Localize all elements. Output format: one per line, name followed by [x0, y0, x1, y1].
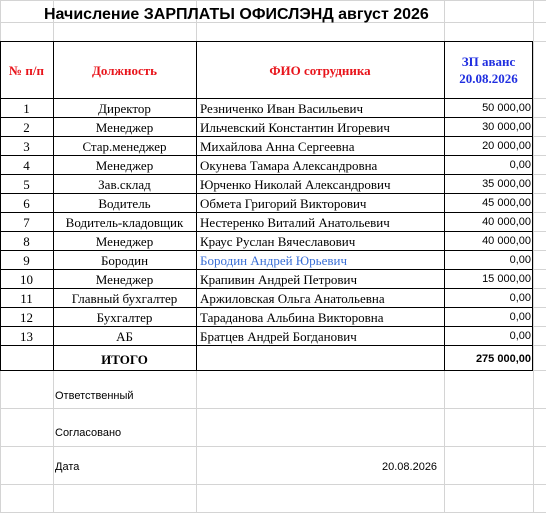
row-number: 5	[23, 177, 30, 192]
row-position: Зав.склад	[98, 177, 151, 192]
row-amount: 45 000,00	[482, 197, 531, 209]
table-row	[0, 194, 546, 213]
row-amount: 30 000,00	[482, 121, 531, 133]
row-fio: Юрченко Николай Александрович	[200, 177, 391, 192]
row-fio: Бородин Андрей Юрьевич	[200, 253, 347, 268]
row-amount: 0,00	[509, 254, 531, 266]
table-row	[0, 156, 546, 175]
table-row	[0, 251, 546, 270]
header-fio: ФИО сотрудника	[269, 62, 371, 78]
row-amount: 40 000,00	[482, 216, 531, 228]
row-position: Водитель-кладовщик	[65, 215, 184, 230]
row-position: Главный бухгалтер	[71, 291, 178, 306]
header-position: Должность	[91, 62, 157, 78]
table-row	[0, 232, 546, 251]
date-label: Дата	[55, 461, 80, 473]
sheet-title: Начисление ЗАРПЛАТЫ ОФИСЛЭНД август 2026	[44, 6, 429, 23]
row-number: 4	[23, 158, 30, 173]
row-number: 6	[23, 196, 30, 211]
row-fio: Братцев Андрей Богданович	[200, 329, 357, 344]
table-row	[0, 99, 546, 118]
table-row	[0, 137, 546, 156]
row-fio: Михайлова Анна Сергеевна	[200, 139, 355, 154]
row-number: 9	[23, 253, 30, 268]
date-value: 20.08.2026	[382, 461, 438, 473]
row-number: 7	[23, 215, 30, 230]
agreed-label: Согласовано	[55, 427, 122, 439]
table-row	[0, 327, 546, 346]
row-number: 12	[20, 310, 33, 325]
table-row	[0, 213, 546, 232]
header-amount-date: 20.08.2026	[459, 71, 518, 86]
table-row	[0, 118, 546, 137]
header-amount	[444, 42, 533, 98]
total-label: ИТОГО	[101, 352, 148, 367]
row-position: Директор	[98, 101, 151, 116]
row-fio: Нестеренко Виталий Анатольевич	[200, 215, 390, 230]
row-amount: 40 000,00	[482, 235, 531, 247]
row-fio: Окунева Тамара Александровна	[200, 158, 378, 173]
row-amount: 0,00	[509, 159, 531, 171]
total-amount: 275 000,00	[475, 353, 531, 365]
row-number: 3	[23, 139, 30, 154]
row-number: 10	[20, 272, 33, 287]
row-amount: 15 000,00	[482, 273, 531, 285]
row-fio: Крапивин Андрей Петрович	[200, 272, 358, 287]
row-amount: 35 000,00	[482, 178, 531, 190]
row-number: 2	[23, 120, 30, 135]
row-position: Менеджер	[95, 272, 154, 287]
row-position: Стар.менеджер	[82, 139, 167, 154]
row-fio: Резниченко Иван Васильевич	[200, 101, 364, 116]
header-amount-title: ЗП аванс	[461, 54, 516, 69]
total-row	[0, 350, 546, 369]
row-position: Водитель	[98, 196, 151, 211]
row-fio: Обмета Григорий Викторович	[200, 196, 367, 211]
row-fio: Аржиловская Ольга Анатольевна	[200, 291, 385, 306]
header-num: № п/п	[9, 62, 44, 78]
row-fio: Тараданова Альбина Викторовна	[200, 310, 384, 325]
row-position: Бухгалтер	[96, 310, 153, 325]
row-amount: 20 000,00	[482, 140, 531, 152]
row-fio: Краус Руслан Вячеславович	[200, 234, 356, 249]
row-amount: 0,00	[509, 292, 531, 304]
row-position: Менеджер	[95, 234, 154, 249]
row-fio: Ильчевский Константин Игоревич	[200, 120, 390, 135]
row-amount: 0,00	[509, 330, 531, 342]
table-row	[0, 289, 546, 308]
row-position: АБ	[116, 329, 133, 344]
row-number: 1	[23, 101, 30, 116]
row-position: Менеджер	[95, 158, 154, 173]
row-amount: 50 000,00	[482, 102, 531, 114]
row-position: Бородин	[100, 253, 149, 268]
row-number: 13	[20, 329, 33, 344]
row-number: 8	[23, 234, 30, 249]
responsible-label: Ответственный	[55, 390, 134, 402]
row-position: Менеджер	[95, 120, 154, 135]
table-row	[0, 175, 546, 194]
table-row	[0, 308, 546, 327]
table-row	[0, 270, 546, 289]
row-number: 11	[20, 291, 33, 306]
row-amount: 0,00	[509, 311, 531, 323]
